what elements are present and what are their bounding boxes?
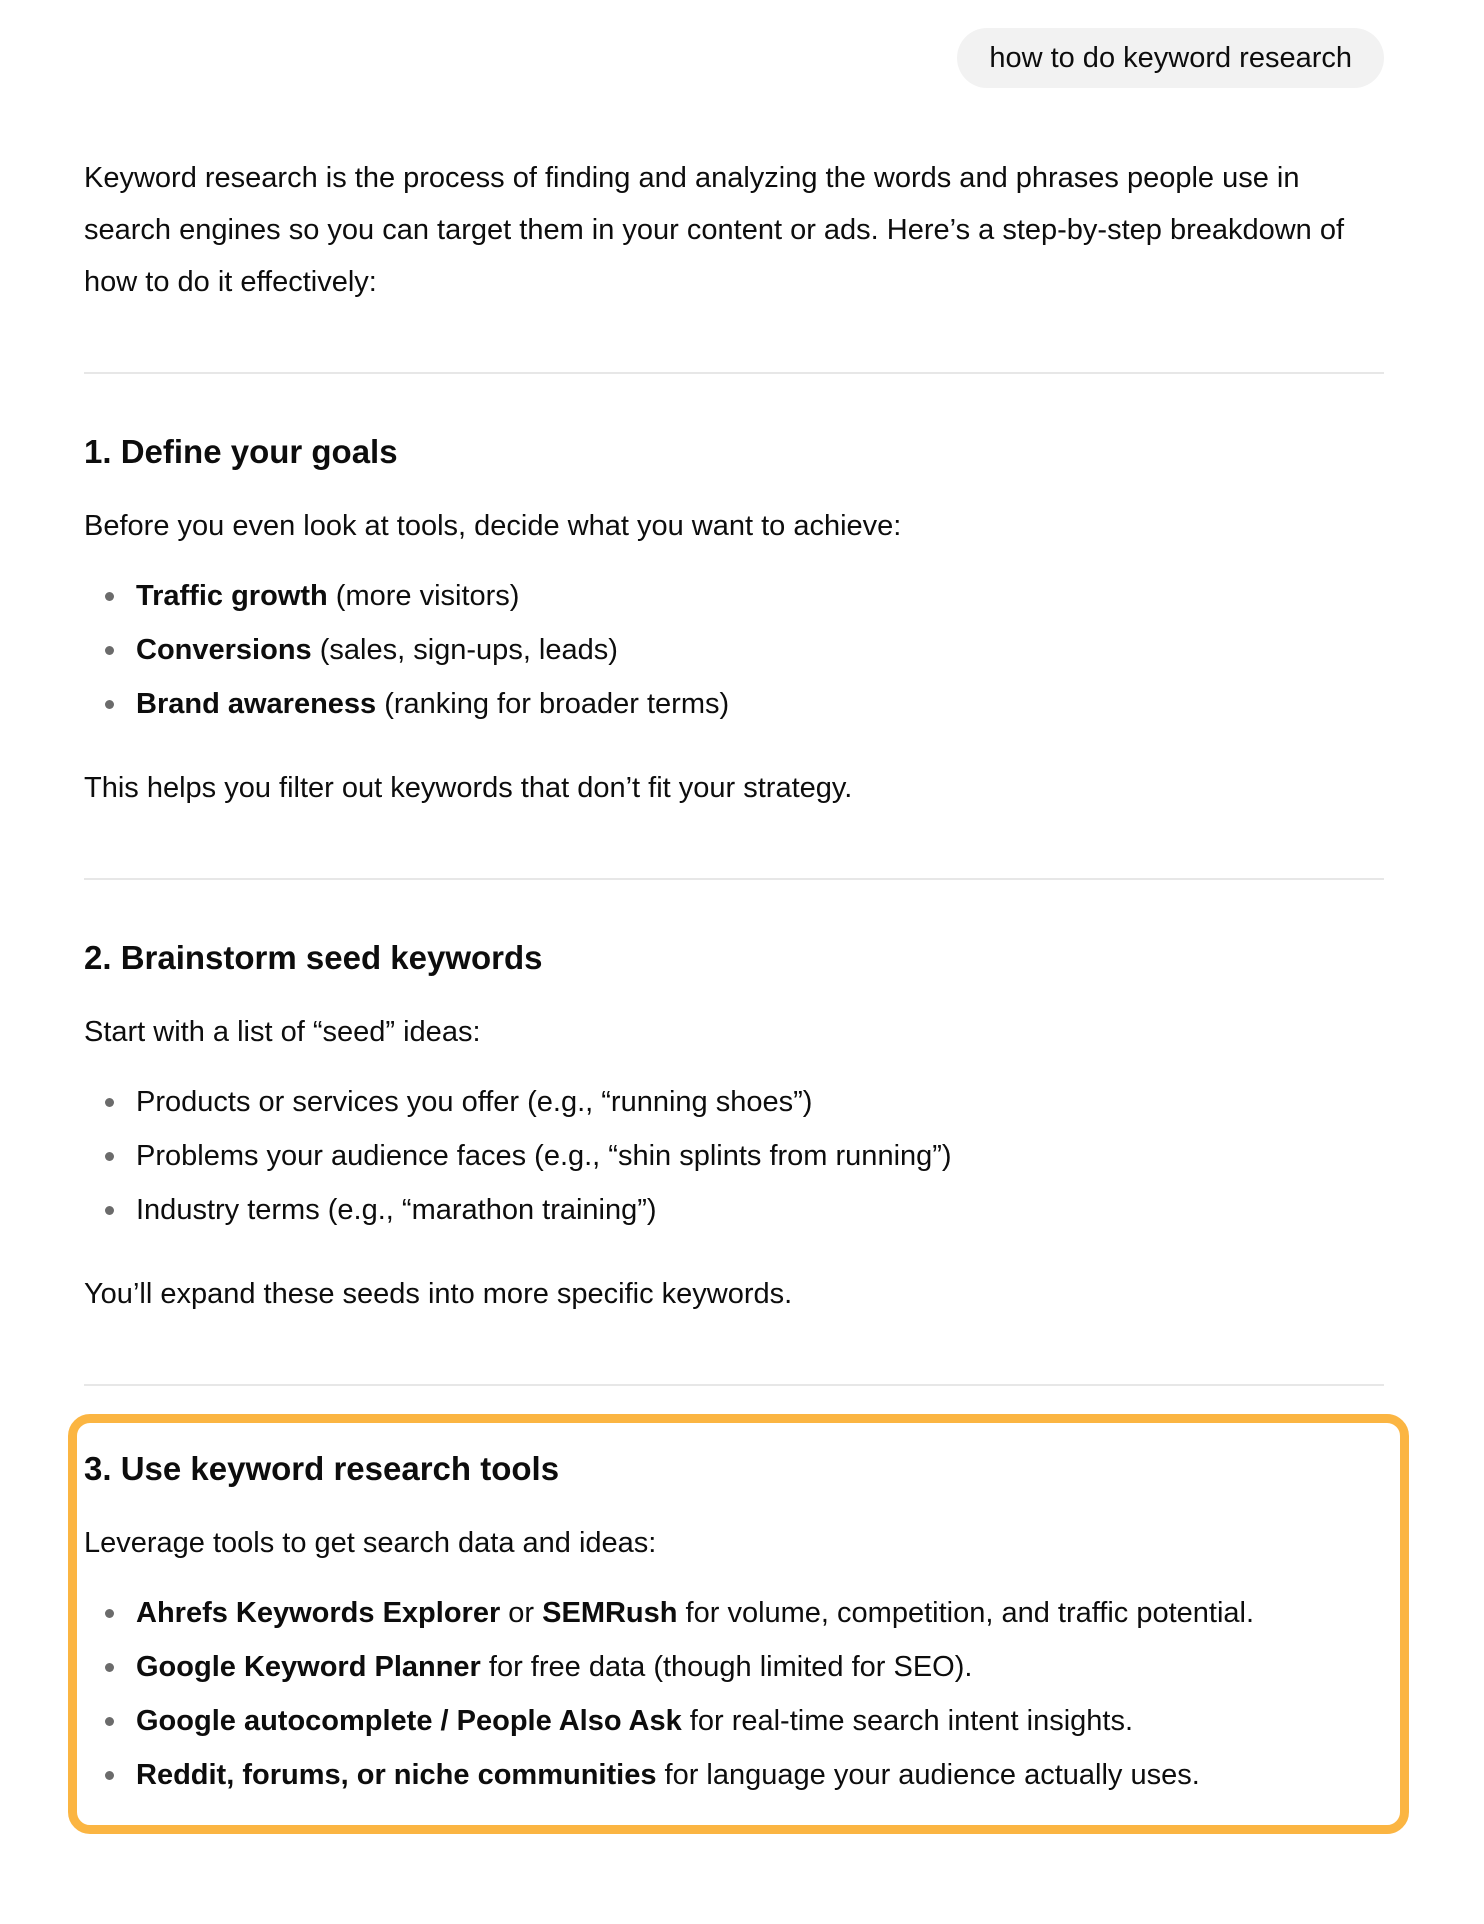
bullet-icon <box>84 1749 136 1801</box>
answer-section-1 <box>84 432 1384 814</box>
list-item <box>84 624 1384 676</box>
list-item-text: Reddit, forums, or niche communities for language your audience actually uses. <box>136 1759 1200 1791</box>
list-item <box>84 570 1384 622</box>
bullet-icon <box>84 570 136 622</box>
list-item-text: Conversions (sales, sign-ups, leads) <box>136 634 618 666</box>
user-message-bubble: how to do keyword research <box>957 28 1384 88</box>
bullet-icon <box>84 678 136 730</box>
list-item <box>84 1587 1376 1639</box>
list-item-text: Industry terms (e.g., “marathon training”) <box>136 1194 657 1226</box>
section-heading: 1. Define your goals <box>84 433 398 470</box>
list-item-text: Brand awareness (ranking for broader terms) <box>136 688 730 720</box>
list-item-text: Products or services you offer (e.g., “running shoes”) <box>136 1086 813 1118</box>
section-divider <box>84 1384 1384 1386</box>
section-footer: You’ll expand these seeds into more specific keywords. <box>84 1278 793 1310</box>
section-lead: Before you even look at tools, decide what you want to achieve: <box>84 510 902 542</box>
answer-section-3-highlighted <box>68 1414 1409 1834</box>
assistant-response <box>84 152 1384 1834</box>
list-item <box>84 1130 1384 1182</box>
section-heading: 3. Use keyword research tools <box>84 1450 560 1487</box>
section-footer: This helps you filter out keywords that don’t fit your strategy. <box>84 772 853 804</box>
list-item <box>84 1641 1376 1693</box>
bullet-icon <box>84 1695 136 1747</box>
list-item-text: Traffic growth (more visitors) <box>136 580 520 612</box>
list-item-text: Problems your audience faces (e.g., “shin splints from running”) <box>136 1140 952 1172</box>
list-item <box>84 1184 1384 1236</box>
bullet-list <box>84 1587 1376 1801</box>
bullet-list <box>84 570 1384 730</box>
section-lead: Leverage tools to get search data and ideas: <box>84 1527 657 1559</box>
list-item <box>84 678 1384 730</box>
bullet-icon <box>84 1587 136 1639</box>
section-heading: 2. Brainstorm seed keywords <box>84 939 543 976</box>
list-item-text: Google Keyword Planner for free data (though limited for SEO). <box>136 1651 973 1683</box>
list-item <box>84 1749 1376 1801</box>
answer-sections <box>84 372 1384 1834</box>
user-message-row <box>84 28 1384 88</box>
section-divider <box>84 878 1384 880</box>
bullet-icon <box>84 1076 136 1128</box>
list-item <box>84 1695 1376 1747</box>
bullet-icon <box>84 624 136 676</box>
section-divider <box>84 372 1384 374</box>
list-item-text: Google autocomplete / People Also Ask for real-time search intent insights. <box>136 1705 1134 1737</box>
answer-section-2 <box>84 938 1384 1320</box>
bullet-list <box>84 1076 1384 1236</box>
list-item <box>84 1076 1384 1128</box>
bullet-icon <box>84 1641 136 1693</box>
intro-paragraph: Keyword research is the process of finding and analyzing the words and phrases people use in search engines so you can target them in your content or ads. Here’s a step-by-step breakdown of how to do it effectively: <box>84 162 1345 298</box>
bullet-icon <box>84 1184 136 1236</box>
bullet-icon <box>84 1130 136 1182</box>
section-lead: Start with a list of “seed” ideas: <box>84 1016 481 1048</box>
list-item-text: Ahrefs Keywords Explorer or SEMRush for volume, competition, and traffic potential. <box>136 1597 1255 1629</box>
